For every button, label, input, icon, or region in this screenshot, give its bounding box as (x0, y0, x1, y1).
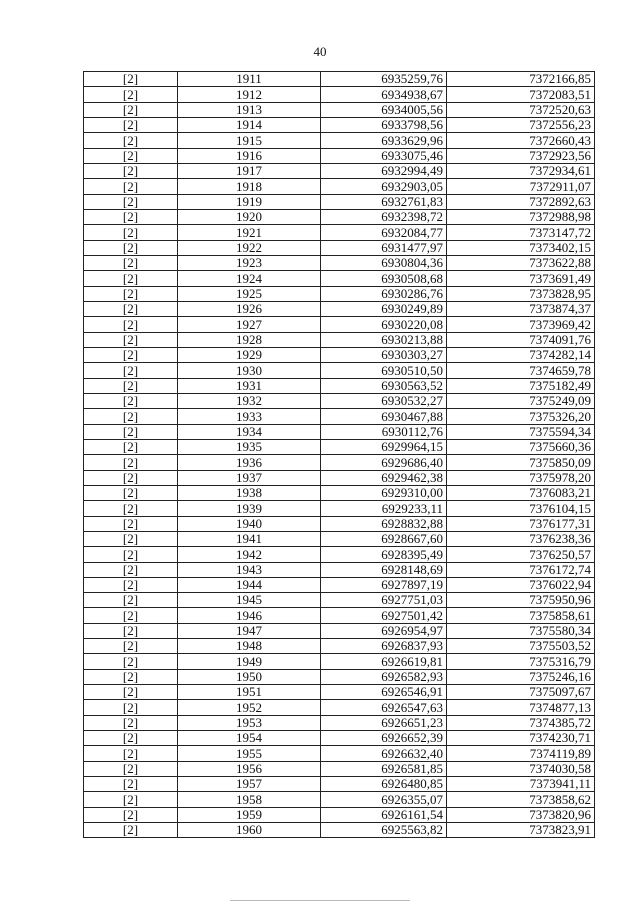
x-coordinate-cell: 6933629,96 (321, 133, 447, 148)
y-coordinate-cell: 7375660,36 (447, 439, 595, 454)
point-number-cell: 1922 (178, 240, 321, 255)
x-coordinate-cell: 6926480,85 (321, 777, 447, 792)
point-number-cell: 1933 (178, 409, 321, 424)
x-coordinate-cell: 6926651,23 (321, 715, 447, 730)
x-coordinate-cell: 6930563,52 (321, 378, 447, 393)
y-coordinate-cell: 7374282,14 (447, 347, 595, 362)
y-coordinate-cell: 7372166,85 (447, 72, 595, 87)
reference-cell: [2] (84, 715, 178, 730)
y-coordinate-cell: 7372556,23 (447, 117, 595, 132)
point-number-cell: 1948 (178, 639, 321, 654)
table-row (84, 117, 595, 132)
reference-cell: [2] (84, 378, 178, 393)
reference-cell: [2] (84, 608, 178, 623)
y-coordinate-cell: 7376238,36 (447, 531, 595, 546)
table-row (84, 731, 595, 746)
x-coordinate-cell: 6929233,11 (321, 501, 447, 516)
table-row (84, 179, 595, 194)
y-coordinate-cell: 7373402,15 (447, 240, 595, 255)
bottom-rule (230, 900, 410, 901)
y-coordinate-cell: 7376022,94 (447, 577, 595, 592)
point-number-cell: 1920 (178, 209, 321, 224)
x-coordinate-cell: 6925563,82 (321, 823, 447, 838)
point-number-cell: 1915 (178, 133, 321, 148)
x-coordinate-cell: 6930467,88 (321, 409, 447, 424)
point-number-cell: 1911 (178, 72, 321, 87)
reference-cell: [2] (84, 577, 178, 592)
reference-cell: [2] (84, 87, 178, 102)
x-coordinate-cell: 6926355,07 (321, 792, 447, 807)
reference-cell: [2] (84, 623, 178, 638)
x-coordinate-cell: 6930286,76 (321, 286, 447, 301)
x-coordinate-cell: 6926582,93 (321, 669, 447, 684)
x-coordinate-cell: 6932761,83 (321, 194, 447, 209)
reference-cell: [2] (84, 547, 178, 562)
y-coordinate-cell: 7374659,78 (447, 363, 595, 378)
table-row (84, 301, 595, 316)
reference-cell: [2] (84, 731, 178, 746)
point-number-cell: 1940 (178, 516, 321, 531)
table-row (84, 317, 595, 332)
point-number-cell: 1947 (178, 623, 321, 638)
reference-cell: [2] (84, 209, 178, 224)
y-coordinate-cell: 7372660,43 (447, 133, 595, 148)
point-number-cell: 1914 (178, 117, 321, 132)
table-row (84, 654, 595, 669)
reference-cell: [2] (84, 516, 178, 531)
y-coordinate-cell: 7376083,21 (447, 485, 595, 500)
table-row (84, 424, 595, 439)
point-number-cell: 1937 (178, 470, 321, 485)
point-number-cell: 1941 (178, 531, 321, 546)
y-coordinate-cell: 7372911,07 (447, 179, 595, 194)
table-row (84, 148, 595, 163)
reference-cell: [2] (84, 409, 178, 424)
point-number-cell: 1936 (178, 455, 321, 470)
x-coordinate-cell: 6932398,72 (321, 209, 447, 224)
reference-cell: [2] (84, 669, 178, 684)
y-coordinate-cell: 7375097,67 (447, 685, 595, 700)
reference-cell: [2] (84, 286, 178, 301)
reference-cell: [2] (84, 393, 178, 408)
table-row (84, 225, 595, 240)
x-coordinate-cell: 6932903,05 (321, 179, 447, 194)
y-coordinate-cell: 7376104,15 (447, 501, 595, 516)
reference-cell: [2] (84, 255, 178, 270)
reference-cell: [2] (84, 485, 178, 500)
x-coordinate-cell: 6926546,91 (321, 685, 447, 700)
reference-cell: [2] (84, 179, 178, 194)
point-number-cell: 1954 (178, 731, 321, 746)
x-coordinate-cell: 6929310,00 (321, 485, 447, 500)
point-number-cell: 1952 (178, 700, 321, 715)
table-row (84, 746, 595, 761)
point-number-cell: 1955 (178, 746, 321, 761)
y-coordinate-cell: 7373858,62 (447, 792, 595, 807)
table-row (84, 593, 595, 608)
reference-cell: [2] (84, 593, 178, 608)
reference-cell: [2] (84, 225, 178, 240)
page-number: 40 (313, 44, 327, 59)
x-coordinate-cell: 6932994,49 (321, 163, 447, 178)
x-coordinate-cell: 6930249,89 (321, 301, 447, 316)
x-coordinate-cell: 6926837,93 (321, 639, 447, 654)
y-coordinate-cell: 7374030,58 (447, 761, 595, 776)
point-number-cell: 1938 (178, 485, 321, 500)
y-coordinate-cell: 7375249,09 (447, 393, 595, 408)
table-row (84, 516, 595, 531)
point-number-cell: 1930 (178, 363, 321, 378)
table-row (84, 577, 595, 592)
point-number-cell: 1958 (178, 792, 321, 807)
table-row (84, 133, 595, 148)
y-coordinate-cell: 7375850,09 (447, 455, 595, 470)
table-row (84, 623, 595, 638)
y-coordinate-cell: 7375950,96 (447, 593, 595, 608)
y-coordinate-cell: 7375978,20 (447, 470, 595, 485)
reference-cell: [2] (84, 332, 178, 347)
y-coordinate-cell: 7372923,56 (447, 148, 595, 163)
x-coordinate-cell: 6927501,42 (321, 608, 447, 623)
point-number-cell: 1912 (178, 87, 321, 102)
y-coordinate-cell: 7375246,16 (447, 669, 595, 684)
point-number-cell: 1931 (178, 378, 321, 393)
x-coordinate-cell: 6927751,03 (321, 593, 447, 608)
x-coordinate-cell: 6935259,76 (321, 72, 447, 87)
table-row (84, 455, 595, 470)
y-coordinate-cell: 7372988,98 (447, 209, 595, 224)
point-number-cell: 1949 (178, 654, 321, 669)
reference-cell: [2] (84, 792, 178, 807)
point-number-cell: 1945 (178, 593, 321, 608)
y-coordinate-cell: 7373823,91 (447, 823, 595, 838)
x-coordinate-cell: 6927897,19 (321, 577, 447, 592)
reference-cell: [2] (84, 363, 178, 378)
table-row (84, 715, 595, 730)
x-coordinate-cell: 6930532,27 (321, 393, 447, 408)
table-row (84, 439, 595, 454)
table-row (84, 470, 595, 485)
reference-cell: [2] (84, 531, 178, 546)
y-coordinate-cell: 7375580,34 (447, 623, 595, 638)
coordinates-table (83, 71, 595, 838)
reference-cell: [2] (84, 823, 178, 838)
table-row (84, 209, 595, 224)
x-coordinate-cell: 6930220,08 (321, 317, 447, 332)
point-number-cell: 1921 (178, 225, 321, 240)
x-coordinate-cell: 6930303,27 (321, 347, 447, 362)
point-number-cell: 1919 (178, 194, 321, 209)
point-number-cell: 1934 (178, 424, 321, 439)
table-row (84, 163, 595, 178)
y-coordinate-cell: 7375858,61 (447, 608, 595, 623)
table-row (84, 393, 595, 408)
x-coordinate-cell: 6929462,38 (321, 470, 447, 485)
x-coordinate-cell: 6926161,54 (321, 807, 447, 822)
point-number-cell: 1932 (178, 393, 321, 408)
point-number-cell: 1916 (178, 148, 321, 163)
y-coordinate-cell: 7373969,42 (447, 317, 595, 332)
y-coordinate-cell: 7376177,31 (447, 516, 595, 531)
y-coordinate-cell: 7373691,49 (447, 271, 595, 286)
reference-cell: [2] (84, 470, 178, 485)
table-row (84, 363, 595, 378)
table-row (84, 332, 595, 347)
reference-cell: [2] (84, 148, 178, 163)
x-coordinate-cell: 6929686,40 (321, 455, 447, 470)
reference-cell: [2] (84, 317, 178, 332)
table-row (84, 485, 595, 500)
x-coordinate-cell: 6934938,67 (321, 87, 447, 102)
reference-cell: [2] (84, 639, 178, 654)
reference-cell: [2] (84, 700, 178, 715)
x-coordinate-cell: 6928148,69 (321, 562, 447, 577)
point-number-cell: 1939 (178, 501, 321, 516)
table-row (84, 700, 595, 715)
x-coordinate-cell: 6926581,85 (321, 761, 447, 776)
reference-cell: [2] (84, 761, 178, 776)
table-row (84, 639, 595, 654)
table-row (84, 823, 595, 838)
x-coordinate-cell: 6926547,63 (321, 700, 447, 715)
point-number-cell: 1926 (178, 301, 321, 316)
point-number-cell: 1929 (178, 347, 321, 362)
point-number-cell: 1944 (178, 577, 321, 592)
reference-cell: [2] (84, 439, 178, 454)
point-number-cell: 1924 (178, 271, 321, 286)
y-coordinate-cell: 7372934,61 (447, 163, 595, 178)
table-row (84, 72, 595, 87)
reference-cell: [2] (84, 240, 178, 255)
reference-cell: [2] (84, 501, 178, 516)
x-coordinate-cell: 6929964,15 (321, 439, 447, 454)
y-coordinate-cell: 7375326,20 (447, 409, 595, 424)
table-row (84, 286, 595, 301)
y-coordinate-cell: 7373828,95 (447, 286, 595, 301)
point-number-cell: 1942 (178, 547, 321, 562)
table-row (84, 102, 595, 117)
x-coordinate-cell: 6933798,56 (321, 117, 447, 132)
table-row (84, 547, 595, 562)
y-coordinate-cell: 7375182,49 (447, 378, 595, 393)
point-number-cell: 1917 (178, 163, 321, 178)
y-coordinate-cell: 7374119,89 (447, 746, 595, 761)
y-coordinate-cell: 7373820,96 (447, 807, 595, 822)
y-coordinate-cell: 7374091,76 (447, 332, 595, 347)
table-row (84, 792, 595, 807)
y-coordinate-cell: 7373147,72 (447, 225, 595, 240)
table-row (84, 501, 595, 516)
x-coordinate-cell: 6926619,81 (321, 654, 447, 669)
point-number-cell: 1959 (178, 807, 321, 822)
x-coordinate-cell: 6931477,97 (321, 240, 447, 255)
x-coordinate-cell: 6930510,50 (321, 363, 447, 378)
y-coordinate-cell: 7376250,57 (447, 547, 595, 562)
x-coordinate-cell: 6930213,88 (321, 332, 447, 347)
y-coordinate-cell: 7375503,52 (447, 639, 595, 654)
reference-cell: [2] (84, 133, 178, 148)
point-number-cell: 1943 (178, 562, 321, 577)
point-number-cell: 1925 (178, 286, 321, 301)
x-coordinate-cell: 6926954,97 (321, 623, 447, 638)
reference-cell: [2] (84, 163, 178, 178)
reference-cell: [2] (84, 102, 178, 117)
y-coordinate-cell: 7374385,72 (447, 715, 595, 730)
x-coordinate-cell: 6934005,56 (321, 102, 447, 117)
point-number-cell: 1913 (178, 102, 321, 117)
table-row (84, 807, 595, 822)
table-row (84, 87, 595, 102)
table-row (84, 378, 595, 393)
table-row (84, 669, 595, 684)
reference-cell: [2] (84, 347, 178, 362)
point-number-cell: 1918 (178, 179, 321, 194)
x-coordinate-cell: 6930112,76 (321, 424, 447, 439)
y-coordinate-cell: 7372520,63 (447, 102, 595, 117)
point-number-cell: 1956 (178, 761, 321, 776)
x-coordinate-cell: 6926652,39 (321, 731, 447, 746)
table-row (84, 271, 595, 286)
x-coordinate-cell: 6933075,46 (321, 148, 447, 163)
point-number-cell: 1935 (178, 439, 321, 454)
x-coordinate-cell: 6928667,60 (321, 531, 447, 546)
table-row (84, 608, 595, 623)
reference-cell: [2] (84, 746, 178, 761)
x-coordinate-cell: 6926632,40 (321, 746, 447, 761)
table-row (84, 194, 595, 209)
reference-cell: [2] (84, 455, 178, 470)
table-row (84, 347, 595, 362)
table-row (84, 531, 595, 546)
coordinates-table-body (84, 72, 595, 838)
y-coordinate-cell: 7372892,63 (447, 194, 595, 209)
table-row (84, 255, 595, 270)
y-coordinate-cell: 7374877,13 (447, 700, 595, 715)
table-row (84, 777, 595, 792)
reference-cell: [2] (84, 654, 178, 669)
y-coordinate-cell: 7374230,71 (447, 731, 595, 746)
y-coordinate-cell: 7373941,11 (447, 777, 595, 792)
y-coordinate-cell: 7375316,79 (447, 654, 595, 669)
x-coordinate-cell: 6932084,77 (321, 225, 447, 240)
x-coordinate-cell: 6930804,36 (321, 255, 447, 270)
y-coordinate-cell: 7373622,88 (447, 255, 595, 270)
reference-cell: [2] (84, 301, 178, 316)
point-number-cell: 1946 (178, 608, 321, 623)
y-coordinate-cell: 7375594,34 (447, 424, 595, 439)
point-number-cell: 1951 (178, 685, 321, 700)
point-number-cell: 1960 (178, 823, 321, 838)
point-number-cell: 1928 (178, 332, 321, 347)
table-row (84, 761, 595, 776)
x-coordinate-cell: 6930508,68 (321, 271, 447, 286)
x-coordinate-cell: 6928832,88 (321, 516, 447, 531)
reference-cell: [2] (84, 117, 178, 132)
reference-cell: [2] (84, 777, 178, 792)
reference-cell: [2] (84, 685, 178, 700)
reference-cell: [2] (84, 424, 178, 439)
y-coordinate-cell: 7376172,74 (447, 562, 595, 577)
point-number-cell: 1927 (178, 317, 321, 332)
point-number-cell: 1923 (178, 255, 321, 270)
y-coordinate-cell: 7373874,37 (447, 301, 595, 316)
x-coordinate-cell: 6928395,49 (321, 547, 447, 562)
table-row (84, 409, 595, 424)
reference-cell: [2] (84, 271, 178, 286)
reference-cell: [2] (84, 194, 178, 209)
table-row (84, 240, 595, 255)
reference-cell: [2] (84, 807, 178, 822)
point-number-cell: 1953 (178, 715, 321, 730)
table-row (84, 685, 595, 700)
y-coordinate-cell: 7372083,51 (447, 87, 595, 102)
point-number-cell: 1957 (178, 777, 321, 792)
reference-cell: [2] (84, 562, 178, 577)
point-number-cell: 1950 (178, 669, 321, 684)
reference-cell: [2] (84, 72, 178, 87)
table-row (84, 562, 595, 577)
